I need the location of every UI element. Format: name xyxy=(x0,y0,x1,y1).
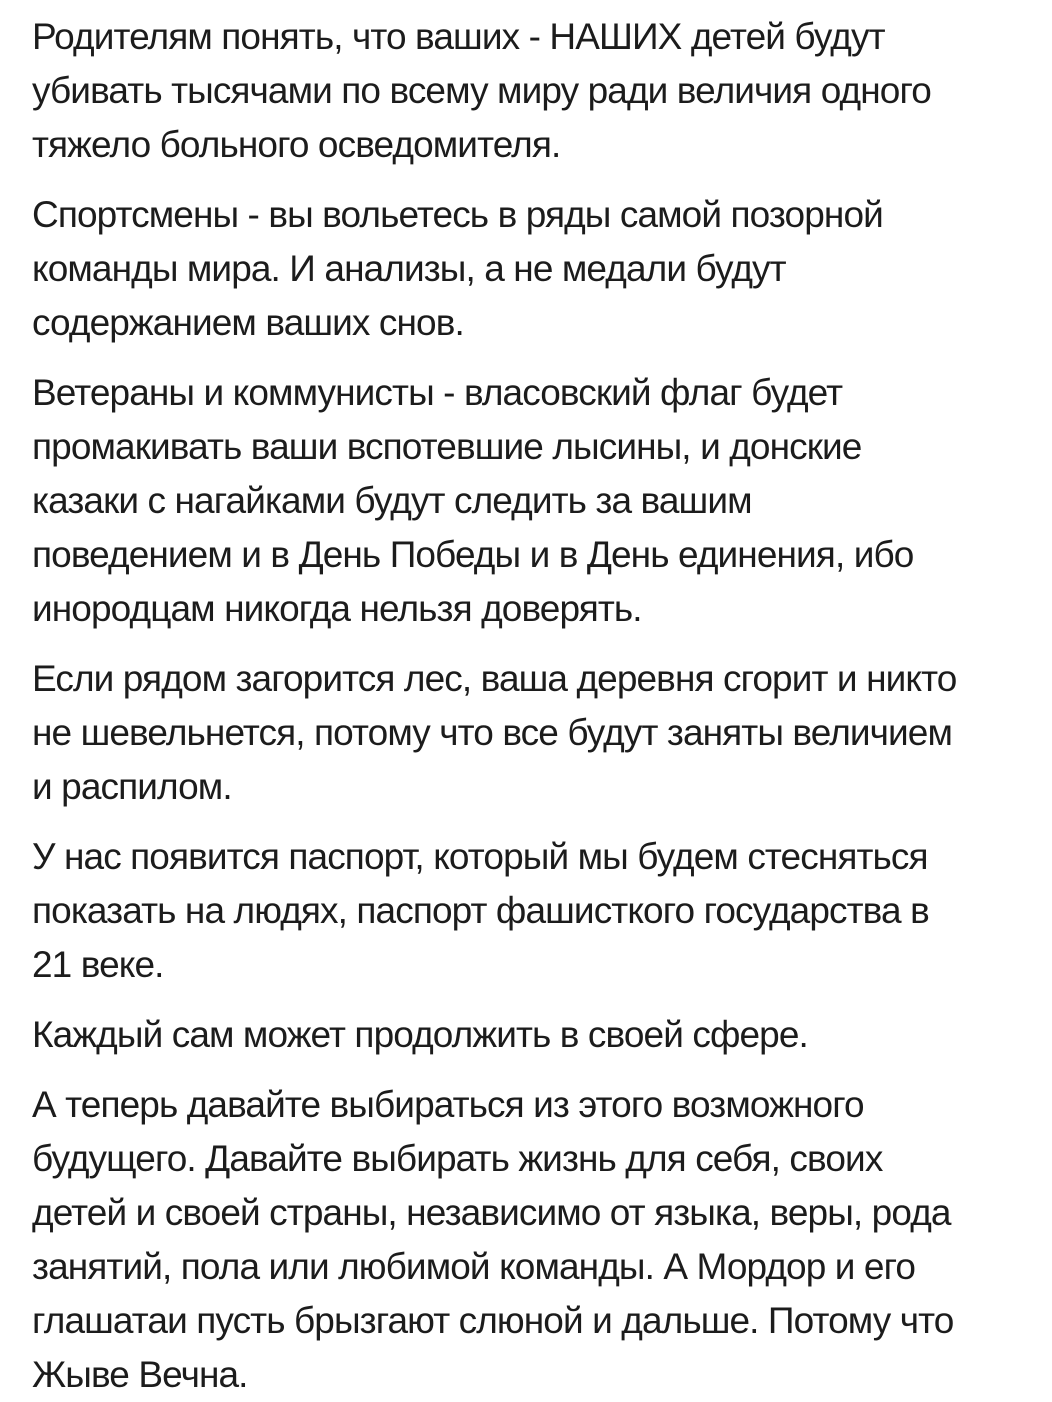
text-line: глашатаи пусть брызгают слюной и дальше. Потому что xyxy=(32,1300,954,1341)
text-line: Если рядом загорится лес, ваша деревня сгорит и никто xyxy=(32,658,957,699)
text-line: А теперь давайте выбираться из этого возможного xyxy=(32,1084,864,1125)
text-line: Ветераны и коммунисты - власовский флаг будет xyxy=(32,372,843,413)
text-line: команды мира. И анализы, а не медали будут xyxy=(32,248,786,289)
text-line: занятий, пола или любимой команды. А Мордор и его xyxy=(32,1246,916,1287)
text-line: Каждый сам может продолжить в своей сфере. xyxy=(32,1014,808,1055)
paragraph-passport xyxy=(32,830,1040,992)
text-line: У нас появится паспорт, который мы будем стесняться xyxy=(32,836,928,877)
text-line: тяжело больного осведомителя. xyxy=(32,124,561,165)
text-line: 21 веке. xyxy=(32,944,164,985)
text-line: Жыве Вечна. xyxy=(32,1354,248,1395)
text-line: показать на людях, паспорт фашисткого государства в xyxy=(32,890,929,931)
text-line: Родителям понять, что ваших - НАШИХ детей будут xyxy=(32,16,885,57)
text-line: казаки с нагайками будут следить за вашим xyxy=(32,480,752,521)
text-line: инородцам никогда нельзя доверять. xyxy=(32,588,642,629)
post-text-body xyxy=(32,10,1040,1402)
paragraph-athletes xyxy=(32,188,1040,350)
paragraph-own-sphere xyxy=(32,1008,1040,1062)
paragraph-parents xyxy=(32,10,1040,172)
text-line: не шевельнется, потому что все будут заняты величием xyxy=(32,712,953,753)
paragraph-forest-fire xyxy=(32,652,1040,814)
text-line: будущего. Давайте выбирать жизнь для себя, своих xyxy=(32,1138,883,1179)
text-line: Спортсмены - вы вольетесь в ряды самой позорной xyxy=(32,194,883,235)
paragraph-choose-future xyxy=(32,1078,1040,1402)
text-line: и распилом. xyxy=(32,766,232,807)
text-line: поведением и в День Победы и в День единения, ибо xyxy=(32,534,914,575)
paragraph-veterans xyxy=(32,366,1040,636)
text-line: детей и своей страны, независимо от языка, веры, рода xyxy=(32,1192,951,1233)
text-line: убивать тысячами по всему миру ради величия одного xyxy=(32,70,931,111)
text-line: содержанием ваших снов. xyxy=(32,302,464,343)
text-line: промакивать ваши вспотевшие лысины, и донские xyxy=(32,426,862,467)
